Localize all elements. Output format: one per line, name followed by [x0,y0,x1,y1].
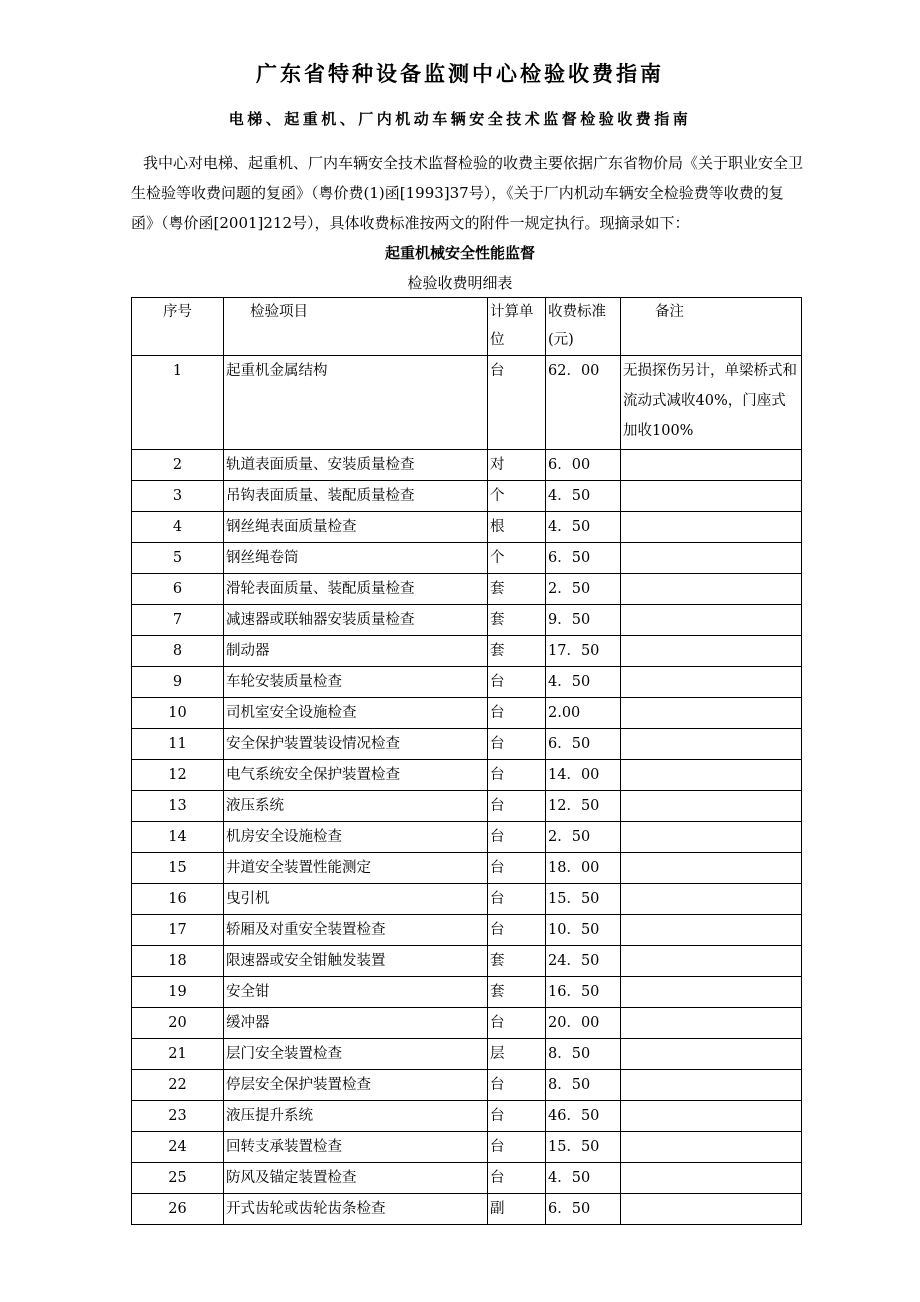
cell-unit: 台 [488,791,546,822]
cell-unit: 台 [488,884,546,915]
cell-note [621,574,802,605]
cell-fee: 14．00 [546,760,621,791]
cell-no: 21 [132,1039,224,1070]
cell-fee: 10．50 [546,915,621,946]
cell-unit: 台 [488,915,546,946]
cell-item: 起重机金属结构 [224,356,488,450]
cell-fee: 2.00 [546,698,621,729]
cell-no: 4 [132,512,224,543]
table-row [132,450,802,481]
cell-fee: 4．50 [546,481,621,512]
cell-item: 轿厢及对重安全装置检查 [224,915,488,946]
table-row [132,915,802,946]
table-row [132,543,802,574]
table-row [132,605,802,636]
cell-note [621,1070,802,1101]
cell-unit: 台 [488,1101,546,1132]
cell-unit: 个 [488,543,546,574]
cell-no: 8 [132,636,224,667]
cell-note [621,977,802,1008]
cell-unit: 台 [488,729,546,760]
cell-no: 13 [132,791,224,822]
cell-fee: 6．00 [546,450,621,481]
header-no: 序号 [132,298,224,356]
cell-unit: 套 [488,636,546,667]
header-item: 检验项目 [224,298,488,356]
cell-no: 26 [132,1194,224,1225]
cell-fee: 12．50 [546,791,621,822]
cell-no: 9 [132,667,224,698]
cell-no: 22 [132,1070,224,1101]
cell-note [621,946,802,977]
cell-unit: 台 [488,667,546,698]
cell-no: 25 [132,1163,224,1194]
cell-no: 15 [132,853,224,884]
cell-note [621,915,802,946]
cell-item: 钢丝绳卷筒 [224,543,488,574]
cell-no: 24 [132,1132,224,1163]
cell-unit: 套 [488,605,546,636]
cell-fee: 46．50 [546,1101,621,1132]
cell-no: 18 [132,946,224,977]
cell-fee: 6．50 [546,543,621,574]
cell-unit: 台 [488,853,546,884]
cell-note [621,1039,802,1070]
section-title: 起重机械安全性能监督 [384,244,535,262]
cell-fee: 9．50 [546,605,621,636]
cell-note [621,791,802,822]
cell-no: 10 [132,698,224,729]
cell-note [621,1194,802,1225]
fee-table [131,297,802,1225]
table-row [132,1008,802,1039]
cell-fee: 62．00 [546,356,621,450]
cell-no: 19 [132,977,224,1008]
table-row [132,481,802,512]
cell-unit: 台 [488,1070,546,1101]
header-unit: 计算单位 [488,298,546,356]
cell-note [621,1008,802,1039]
cell-note [621,636,802,667]
cell-unit: 台 [488,698,546,729]
cell-unit: 台 [488,1132,546,1163]
cell-item: 开式齿轮或齿轮齿条检查 [224,1194,488,1225]
cell-unit: 个 [488,481,546,512]
table-row [132,1194,802,1225]
cell-item: 层门安全装置检查 [224,1039,488,1070]
cell-item: 滑轮表面质量、装配质量检查 [224,574,488,605]
cell-note: 无损探伤另计，单梁桥式和流动式减收40%，门座式加收100% [621,356,802,450]
table-row [132,853,802,884]
cell-fee: 8．50 [546,1070,621,1101]
cell-fee: 20．00 [546,1008,621,1039]
cell-no: 17 [132,915,224,946]
cell-item: 曳引机 [224,884,488,915]
cell-unit: 台 [488,760,546,791]
cell-item: 防风及锚定装置检查 [224,1163,488,1194]
cell-no: 7 [132,605,224,636]
cell-item: 井道安全装置性能测定 [224,853,488,884]
cell-fee: 2．50 [546,574,621,605]
cell-note [621,605,802,636]
cell-item: 吊钩表面质量、装配质量检查 [224,481,488,512]
cell-unit: 根 [488,512,546,543]
table-row [132,822,802,853]
cell-fee: 4．50 [546,1163,621,1194]
header-note: 备注 [621,298,802,356]
cell-note [621,450,802,481]
table-row [132,729,802,760]
cell-item: 液压提升系统 [224,1101,488,1132]
cell-fee: 2．50 [546,822,621,853]
cell-no: 20 [132,1008,224,1039]
table-row [132,1101,802,1132]
cell-note [621,543,802,574]
table-row [132,977,802,1008]
cell-item: 安全钳 [224,977,488,1008]
header-fee: 收费标准(元) [546,298,621,356]
table-row [132,1163,802,1194]
cell-unit: 台 [488,356,546,450]
cell-fee: 8．50 [546,1039,621,1070]
table-row [132,698,802,729]
cell-no: 5 [132,543,224,574]
cell-fee: 15．50 [546,1132,621,1163]
cell-fee: 16．50 [546,977,621,1008]
document-subtitle: 电梯、起重机、厂内机动车辆安全技术监督检验收费指南 [228,110,692,128]
table-row [132,1070,802,1101]
cell-fee: 15．50 [546,884,621,915]
cell-note [621,667,802,698]
table-row [132,1039,802,1070]
cell-item: 安全保护装置装设情况检查 [224,729,488,760]
cell-note [621,884,802,915]
table-row [132,946,802,977]
cell-item: 液压系统 [224,791,488,822]
table-caption: 检验收费明细表 [407,274,513,292]
cell-no: 12 [132,760,224,791]
cell-no: 3 [132,481,224,512]
cell-note [621,698,802,729]
table-row [132,760,802,791]
cell-fee: 6．50 [546,1194,621,1225]
cell-fee: 4．50 [546,667,621,698]
cell-note [621,512,802,543]
cell-item: 停层安全保护装置检查 [224,1070,488,1101]
cell-no: 2 [132,450,224,481]
cell-note [621,1132,802,1163]
table-row [132,791,802,822]
table-row [132,1132,802,1163]
cell-fee: 18．00 [546,853,621,884]
cell-no: 23 [132,1101,224,1132]
table-row [132,636,802,667]
document-title: 广东省特种设备监测中心检验收费指南 [256,62,664,86]
cell-item: 制动器 [224,636,488,667]
intro-paragraph: 我中心对电梯、起重机、厂内车辆安全技术监督检验的收费主要依据广东省物价局《关于职业安全卫生检验等收费问题的复函》（粤价费(1)函[1993]37号），《关于厂内机动车辆安全检验费等收费的复函》（粤价函[2001]212号），具体收费标准按两文的附件一规定执行。现摘录如下： [131,154,804,232]
cell-unit: 副 [488,1194,546,1225]
cell-unit: 套 [488,946,546,977]
cell-fee: 4．50 [546,512,621,543]
cell-no: 11 [132,729,224,760]
cell-no: 6 [132,574,224,605]
cell-unit: 层 [488,1039,546,1070]
cell-item: 缓冲器 [224,1008,488,1039]
cell-unit: 台 [488,1163,546,1194]
cell-unit: 对 [488,450,546,481]
cell-no: 16 [132,884,224,915]
cell-note [621,822,802,853]
cell-item: 回转支承装置检查 [224,1132,488,1163]
table-row [132,574,802,605]
cell-unit: 套 [488,574,546,605]
cell-item: 电气系统安全保护装置检查 [224,760,488,791]
table-row [132,356,802,450]
cell-item: 钢丝绳表面质量检查 [224,512,488,543]
cell-fee: 6．50 [546,729,621,760]
cell-item: 机房安全设施检查 [224,822,488,853]
cell-unit: 台 [488,822,546,853]
cell-note [621,481,802,512]
cell-item: 车轮安装质量检查 [224,667,488,698]
table-row [132,884,802,915]
cell-note [621,853,802,884]
cell-item: 减速器或联轴器安装质量检查 [224,605,488,636]
cell-note [621,1163,802,1194]
cell-unit: 套 [488,977,546,1008]
cell-item: 司机室安全设施检查 [224,698,488,729]
cell-item: 轨道表面质量、安装质量检查 [224,450,488,481]
table-row [132,512,802,543]
cell-note [621,729,802,760]
table-row [132,667,802,698]
cell-unit: 台 [488,1008,546,1039]
cell-item: 限速器或安全钳触发装置 [224,946,488,977]
cell-fee: 24．50 [546,946,621,977]
cell-fee: 17．50 [546,636,621,667]
cell-note [621,1101,802,1132]
cell-no: 14 [132,822,224,853]
table-header-row [132,298,802,356]
cell-note [621,760,802,791]
cell-no: 1 [132,356,224,450]
